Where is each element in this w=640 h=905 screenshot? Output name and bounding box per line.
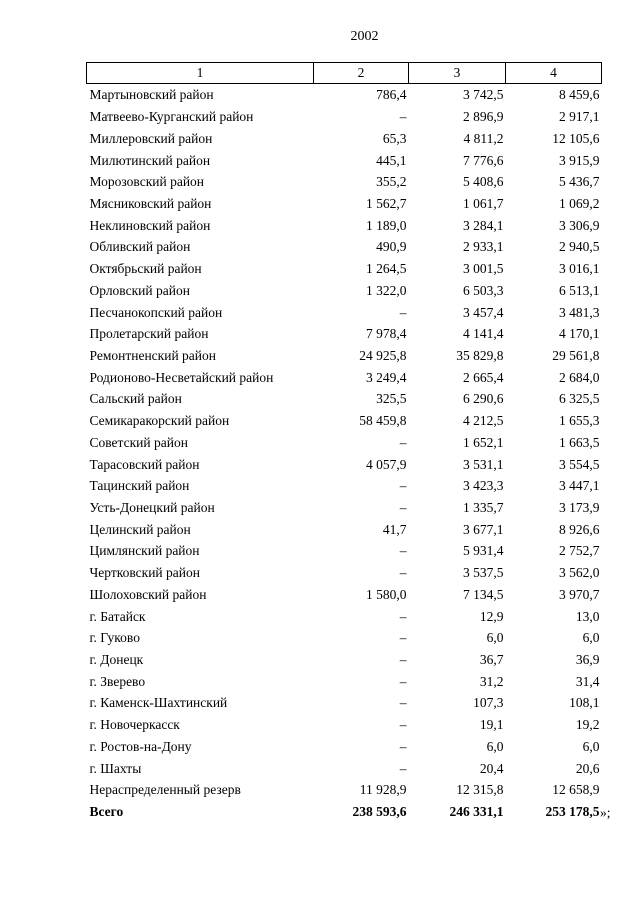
table-row xyxy=(87,323,602,345)
header-col-4: 4 xyxy=(506,63,602,84)
row-col-3: 1 335,7 xyxy=(463,500,504,516)
row-col-4: 3 554,5 xyxy=(559,456,600,472)
row-col-3: 5 408,6 xyxy=(463,174,504,190)
row-col-3: 6,0 xyxy=(486,738,504,754)
row-col-3: 4 141,4 xyxy=(463,326,504,342)
row-col-3: 6,0 xyxy=(486,630,504,646)
row-col-3: 36,7 xyxy=(479,652,504,668)
row-col-4: 6,0 xyxy=(582,738,600,754)
table-body xyxy=(87,84,602,823)
row-col-2: – xyxy=(399,434,407,450)
row-col-3: 6 503,3 xyxy=(463,282,504,298)
row-col-4: 3 306,9 xyxy=(559,217,600,233)
row-col-4: 5 436,7 xyxy=(559,174,600,190)
row-col-2: – xyxy=(399,652,407,668)
table-row xyxy=(87,584,602,606)
table-row xyxy=(87,562,602,584)
row-col-4: 3 562,0 xyxy=(559,565,600,581)
table-row xyxy=(87,236,602,258)
row-col-2: 11 928,9 xyxy=(359,782,407,798)
row-col-3: 7 134,5 xyxy=(463,586,504,602)
row-col-2: 786,4 xyxy=(376,87,407,103)
table-row xyxy=(87,301,602,323)
row-col-3: 5 931,4 xyxy=(463,543,504,559)
row-col-2: 1 580,0 xyxy=(366,586,407,602)
total-col-2: 238 593,6 xyxy=(352,804,407,820)
table-row xyxy=(87,497,602,519)
row-name: Чертковский район xyxy=(89,565,200,581)
row-col-4: 6 513,1 xyxy=(559,282,600,298)
total-label: Всего xyxy=(89,804,124,820)
header-col-3: 3 xyxy=(409,63,506,84)
table-row xyxy=(87,171,602,193)
row-col-2: – xyxy=(399,500,407,516)
row-name: Сальский район xyxy=(89,391,182,407)
row-col-4: 3 173,9 xyxy=(559,500,600,516)
row-col-2: 41,7 xyxy=(382,521,407,537)
row-col-4: 1 655,3 xyxy=(559,413,600,429)
table-row xyxy=(87,518,602,540)
row-name: Усть-Донецкий район xyxy=(89,500,215,516)
row-col-3: 3 537,5 xyxy=(463,565,504,581)
row-name: Целинский район xyxy=(89,521,191,537)
row-col-2: 65,3 xyxy=(382,130,407,146)
row-col-2: – xyxy=(399,738,407,754)
row-col-3: 2 896,9 xyxy=(463,109,504,125)
header-col-2: 2 xyxy=(314,63,409,84)
row-name: г. Каменск-Шахтинский xyxy=(89,695,228,711)
row-name: Родионово-Несветайский район xyxy=(89,369,274,385)
row-col-3: 107,3 xyxy=(473,695,504,711)
row-col-2: – xyxy=(399,630,407,646)
row-name: Мартыновский район xyxy=(89,87,214,103)
total-col-3: 246 331,1 xyxy=(449,804,504,820)
table-row xyxy=(87,475,602,497)
table-row xyxy=(87,149,602,171)
row-col-2: 1 322,0 xyxy=(366,282,407,298)
row-name: Семикаракорский район xyxy=(89,413,230,429)
table-row xyxy=(87,410,602,432)
table-row xyxy=(87,714,602,736)
row-col-3: 20,4 xyxy=(479,760,504,776)
row-name: г. Ростов-на-Дону xyxy=(89,738,192,754)
row-col-4: 3 970,7 xyxy=(559,586,600,602)
row-name: г. Донецк xyxy=(89,652,144,668)
row-col-2: 1 562,7 xyxy=(366,195,407,211)
row-col-3: 4 212,5 xyxy=(463,413,504,429)
row-col-4: 3 016,1 xyxy=(559,261,600,277)
row-name: г. Зверево xyxy=(89,673,146,689)
row-col-4: 2 684,0 xyxy=(559,369,600,385)
row-name: Песчанокопский район xyxy=(89,304,223,320)
row-col-2: – xyxy=(399,109,407,125)
table-row xyxy=(87,388,602,410)
row-col-4: 3 481,3 xyxy=(559,304,600,320)
row-name: Пролетарский район xyxy=(89,326,209,342)
row-name: Морозовский район xyxy=(89,174,205,190)
row-col-2: 24 925,8 xyxy=(359,347,407,363)
row-col-2: 1 264,5 xyxy=(366,261,407,277)
row-col-3: 4 811,2 xyxy=(463,130,504,146)
table-row xyxy=(87,279,602,301)
table-row xyxy=(87,345,602,367)
row-col-2: 490,9 xyxy=(376,239,407,255)
row-name: Октябрьский район xyxy=(89,261,202,277)
row-col-2: – xyxy=(399,717,407,733)
row-col-3: 3 531,1 xyxy=(463,456,504,472)
row-col-2: 445,1 xyxy=(376,152,407,168)
table-row xyxy=(87,605,602,627)
table-row xyxy=(87,540,602,562)
row-name: Цимлянский район xyxy=(89,543,200,559)
row-col-4: 31,4 xyxy=(575,673,600,689)
table-row xyxy=(87,779,602,801)
row-name: Милютинский район xyxy=(89,152,211,168)
row-col-2: 325,5 xyxy=(376,391,407,407)
table-header xyxy=(87,63,602,84)
row-col-4: 19,2 xyxy=(575,717,600,733)
row-col-4: 12 105,6 xyxy=(552,130,600,146)
row-col-3: 3 423,3 xyxy=(463,478,504,494)
table-row xyxy=(87,214,602,236)
row-col-4: 1 663,5 xyxy=(559,434,600,450)
page-number-text: 2002 xyxy=(350,29,379,44)
budget-table xyxy=(86,62,602,822)
row-col-3: 1 652,1 xyxy=(463,434,504,450)
table-row xyxy=(87,649,602,671)
row-col-3: 7 776,6 xyxy=(463,152,504,168)
row-col-2: – xyxy=(399,608,407,624)
table-row xyxy=(87,193,602,215)
table-row xyxy=(87,258,602,280)
row-col-4: 2 917,1 xyxy=(559,109,600,125)
row-col-2: – xyxy=(399,695,407,711)
table-header-row xyxy=(87,63,602,84)
row-name: Тарасовский район xyxy=(89,456,200,472)
row-name: г. Шахты xyxy=(89,760,142,776)
row-col-2: 1 189,0 xyxy=(366,217,407,233)
row-col-2: – xyxy=(399,478,407,494)
row-name: Советский район xyxy=(89,434,188,450)
row-col-4: 6,0 xyxy=(582,630,600,646)
table-row xyxy=(87,84,602,106)
total-suffix: »; xyxy=(600,805,611,820)
row-col-3: 3 284,1 xyxy=(463,217,504,233)
table-row xyxy=(87,127,602,149)
row-col-4: 29 561,8 xyxy=(552,347,600,363)
row-col-2: – xyxy=(399,760,407,776)
page-number xyxy=(0,29,640,45)
table-row xyxy=(87,453,602,475)
row-col-4: 2 752,7 xyxy=(559,543,600,559)
table-row xyxy=(87,757,602,779)
total-col-4: 253 178,5 xyxy=(545,804,600,820)
table-row xyxy=(87,366,602,388)
row-col-4: 4 170,1 xyxy=(559,326,600,342)
row-col-3: 1 061,7 xyxy=(463,195,504,211)
row-name: Обливский район xyxy=(89,239,191,255)
row-col-2: 58 459,8 xyxy=(359,413,407,429)
row-name: Мясниковский район xyxy=(89,195,212,211)
table-row xyxy=(87,432,602,454)
row-col-3: 3 742,5 xyxy=(463,87,504,103)
row-name: г. Гуково xyxy=(89,630,140,646)
row-col-2: 7 978,4 xyxy=(366,326,407,342)
row-name: Тацинский район xyxy=(89,478,190,494)
row-col-4: 3 447,1 xyxy=(559,478,600,494)
row-col-4: 6 325,5 xyxy=(559,391,600,407)
row-col-4: 2 940,5 xyxy=(559,239,600,255)
row-name: Матвеево-Курганский район xyxy=(89,109,254,125)
row-col-2: 3 249,4 xyxy=(366,369,407,385)
row-name: г. Новочеркасск xyxy=(89,717,180,733)
row-col-3: 3 457,4 xyxy=(463,304,504,320)
table-row xyxy=(87,670,602,692)
row-col-3: 12,9 xyxy=(479,608,504,624)
row-col-3: 3 001,5 xyxy=(463,261,504,277)
row-name: Орловский район xyxy=(89,282,190,298)
row-name: Шолоховский район xyxy=(89,586,207,602)
row-col-3: 3 677,1 xyxy=(463,521,504,537)
table-row xyxy=(87,692,602,714)
row-name: Нераспределенный резерв xyxy=(89,782,241,798)
row-col-4: 8 926,6 xyxy=(559,521,600,537)
row-col-3: 2 933,1 xyxy=(463,239,504,255)
row-col-4: 3 915,9 xyxy=(559,152,600,168)
row-col-4: 12 658,9 xyxy=(552,782,600,798)
row-name: Миллеровский район xyxy=(89,130,213,146)
row-col-2: 355,2 xyxy=(376,174,407,190)
row-col-4: 108,1 xyxy=(569,695,600,711)
row-col-4: 8 459,6 xyxy=(559,87,600,103)
row-col-2: 4 057,9 xyxy=(366,456,407,472)
row-col-4: 20,6 xyxy=(575,760,600,776)
row-name: г. Батайск xyxy=(89,608,146,624)
row-col-3: 35 829,8 xyxy=(456,347,504,363)
row-col-4: 1 069,2 xyxy=(559,195,600,211)
header-col-1: 1 xyxy=(87,63,314,84)
row-col-3: 6 290,6 xyxy=(463,391,504,407)
table-row xyxy=(87,627,602,649)
table-total-row xyxy=(87,801,602,823)
row-name: Неклиновский район xyxy=(89,217,211,233)
row-col-2: – xyxy=(399,673,407,689)
row-col-2: – xyxy=(399,304,407,320)
table-row xyxy=(87,736,602,758)
row-col-2: – xyxy=(399,565,407,581)
table-row xyxy=(87,106,602,128)
row-name: Ремонтненский район xyxy=(89,347,216,363)
row-col-3: 19,1 xyxy=(479,717,504,733)
row-col-3: 31,2 xyxy=(479,673,504,689)
row-col-2: – xyxy=(399,543,407,559)
row-col-3: 12 315,8 xyxy=(456,782,504,798)
row-col-3: 2 665,4 xyxy=(463,369,504,385)
row-col-4: 13,0 xyxy=(575,608,600,624)
row-col-4: 36,9 xyxy=(575,652,600,668)
